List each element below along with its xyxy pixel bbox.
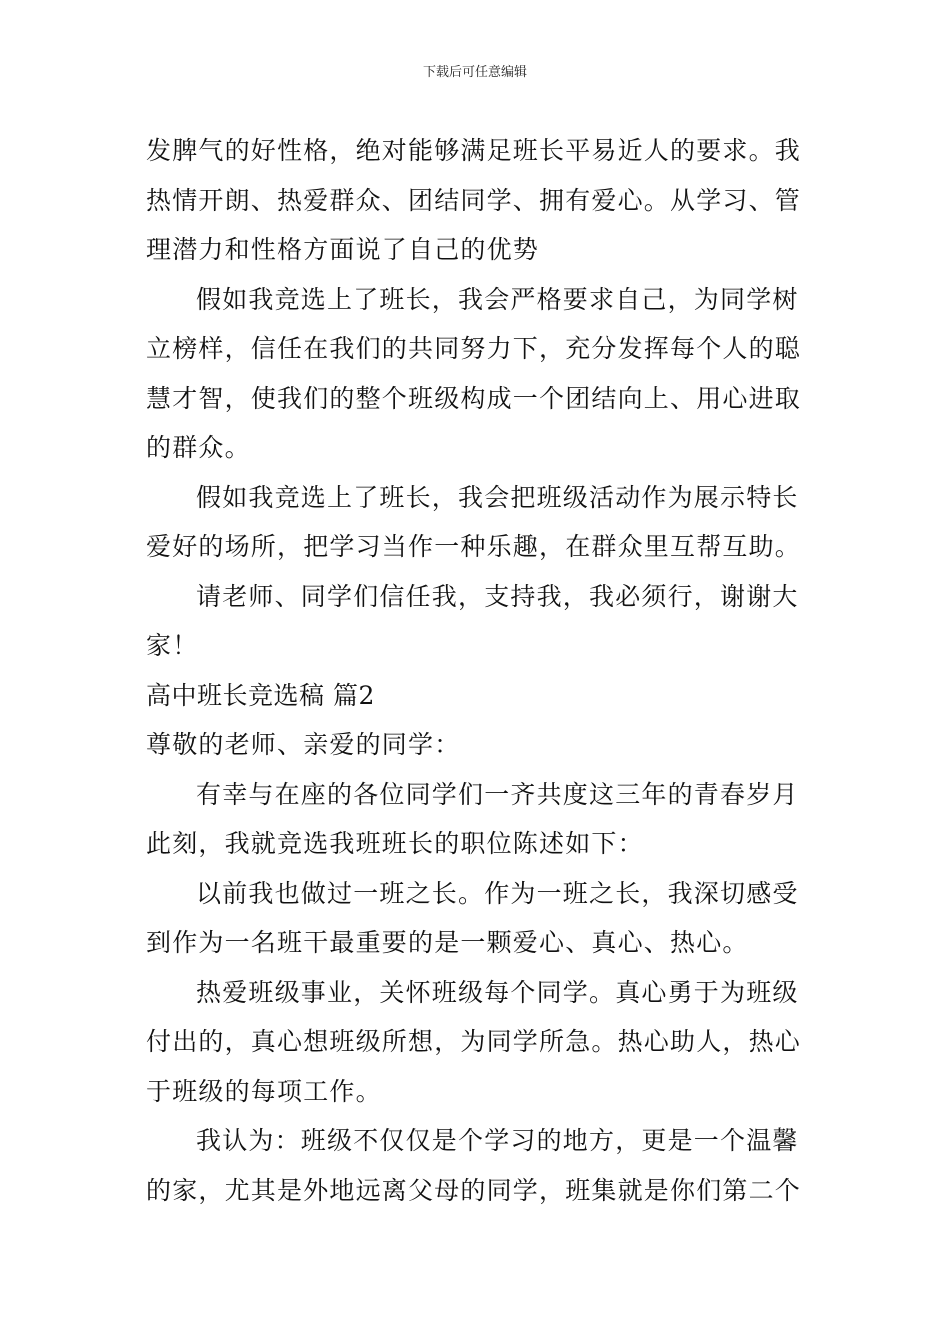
text-line: 于班级的每项工作。 bbox=[146, 1076, 382, 1106]
text-line: 请老师、同学们信任我，支持我，我必须行，谢谢大 bbox=[196, 581, 799, 611]
text-line: 热爱班级事业，关怀班级每个同学。真心勇于为班级 bbox=[196, 977, 799, 1007]
text-line: 发脾气的好性格，绝对能够满足班长平易近人的要求。我 bbox=[146, 136, 802, 165]
text-line: 我认为：班级不仅仅是个学习的地方，更是一个温馨 bbox=[196, 1126, 799, 1155]
text-line: 此刻，我就竞选我班班长的职位陈述如下： bbox=[146, 829, 644, 858]
text-line: 有幸与在座的各位同学们一齐共度这三年的青春岁月 bbox=[196, 779, 799, 809]
page-header: 下载后可任意编辑 bbox=[422, 65, 527, 80]
text-line: 热情开朗、热爱群众、团结同学、拥有爱心。从学习、管 bbox=[146, 185, 802, 215]
text-line: 的家，尤其是外地远离父母的同学，班集就是你们第二个 bbox=[146, 1175, 802, 1205]
text-line: 以前我也做过一班之长。作为一班之长，我深切感受 bbox=[196, 878, 799, 908]
text-line: 假如我竞选上了班长，我会把班级活动作为展示特长 bbox=[196, 482, 799, 512]
text-line: 慧才智，使我们的整个班级构成一个团结向上、用心进取 bbox=[146, 383, 802, 413]
text-line: 到作为一名班干最重要的是一颗爱心、真心、热心。 bbox=[146, 928, 749, 957]
text-line: 付出的，真心想班级所想，为同学所急。热心助人，热心 bbox=[146, 1027, 802, 1056]
salutation: 尊敬的老师、亲爱的同学： bbox=[146, 730, 461, 759]
text-line: 立榜样，信任在我们的共同努力下，充分发挥每个人的聪 bbox=[146, 334, 802, 363]
document-body bbox=[146, 126, 810, 1215]
text-line: 假如我竞选上了班长，我会严格要求自己，为同学树 bbox=[196, 284, 799, 314]
section-title: 高中班长竞选稿 篇2 bbox=[146, 680, 375, 710]
text-line: 家！ bbox=[146, 631, 199, 660]
text-line: 爱好的场所，把学习当作一种乐趣，在群众里互帮互助。 bbox=[146, 532, 802, 561]
text-line: 理潜力和性格方面说了自己的优势 bbox=[146, 235, 540, 264]
text-line: 的群众。 bbox=[146, 433, 251, 462]
